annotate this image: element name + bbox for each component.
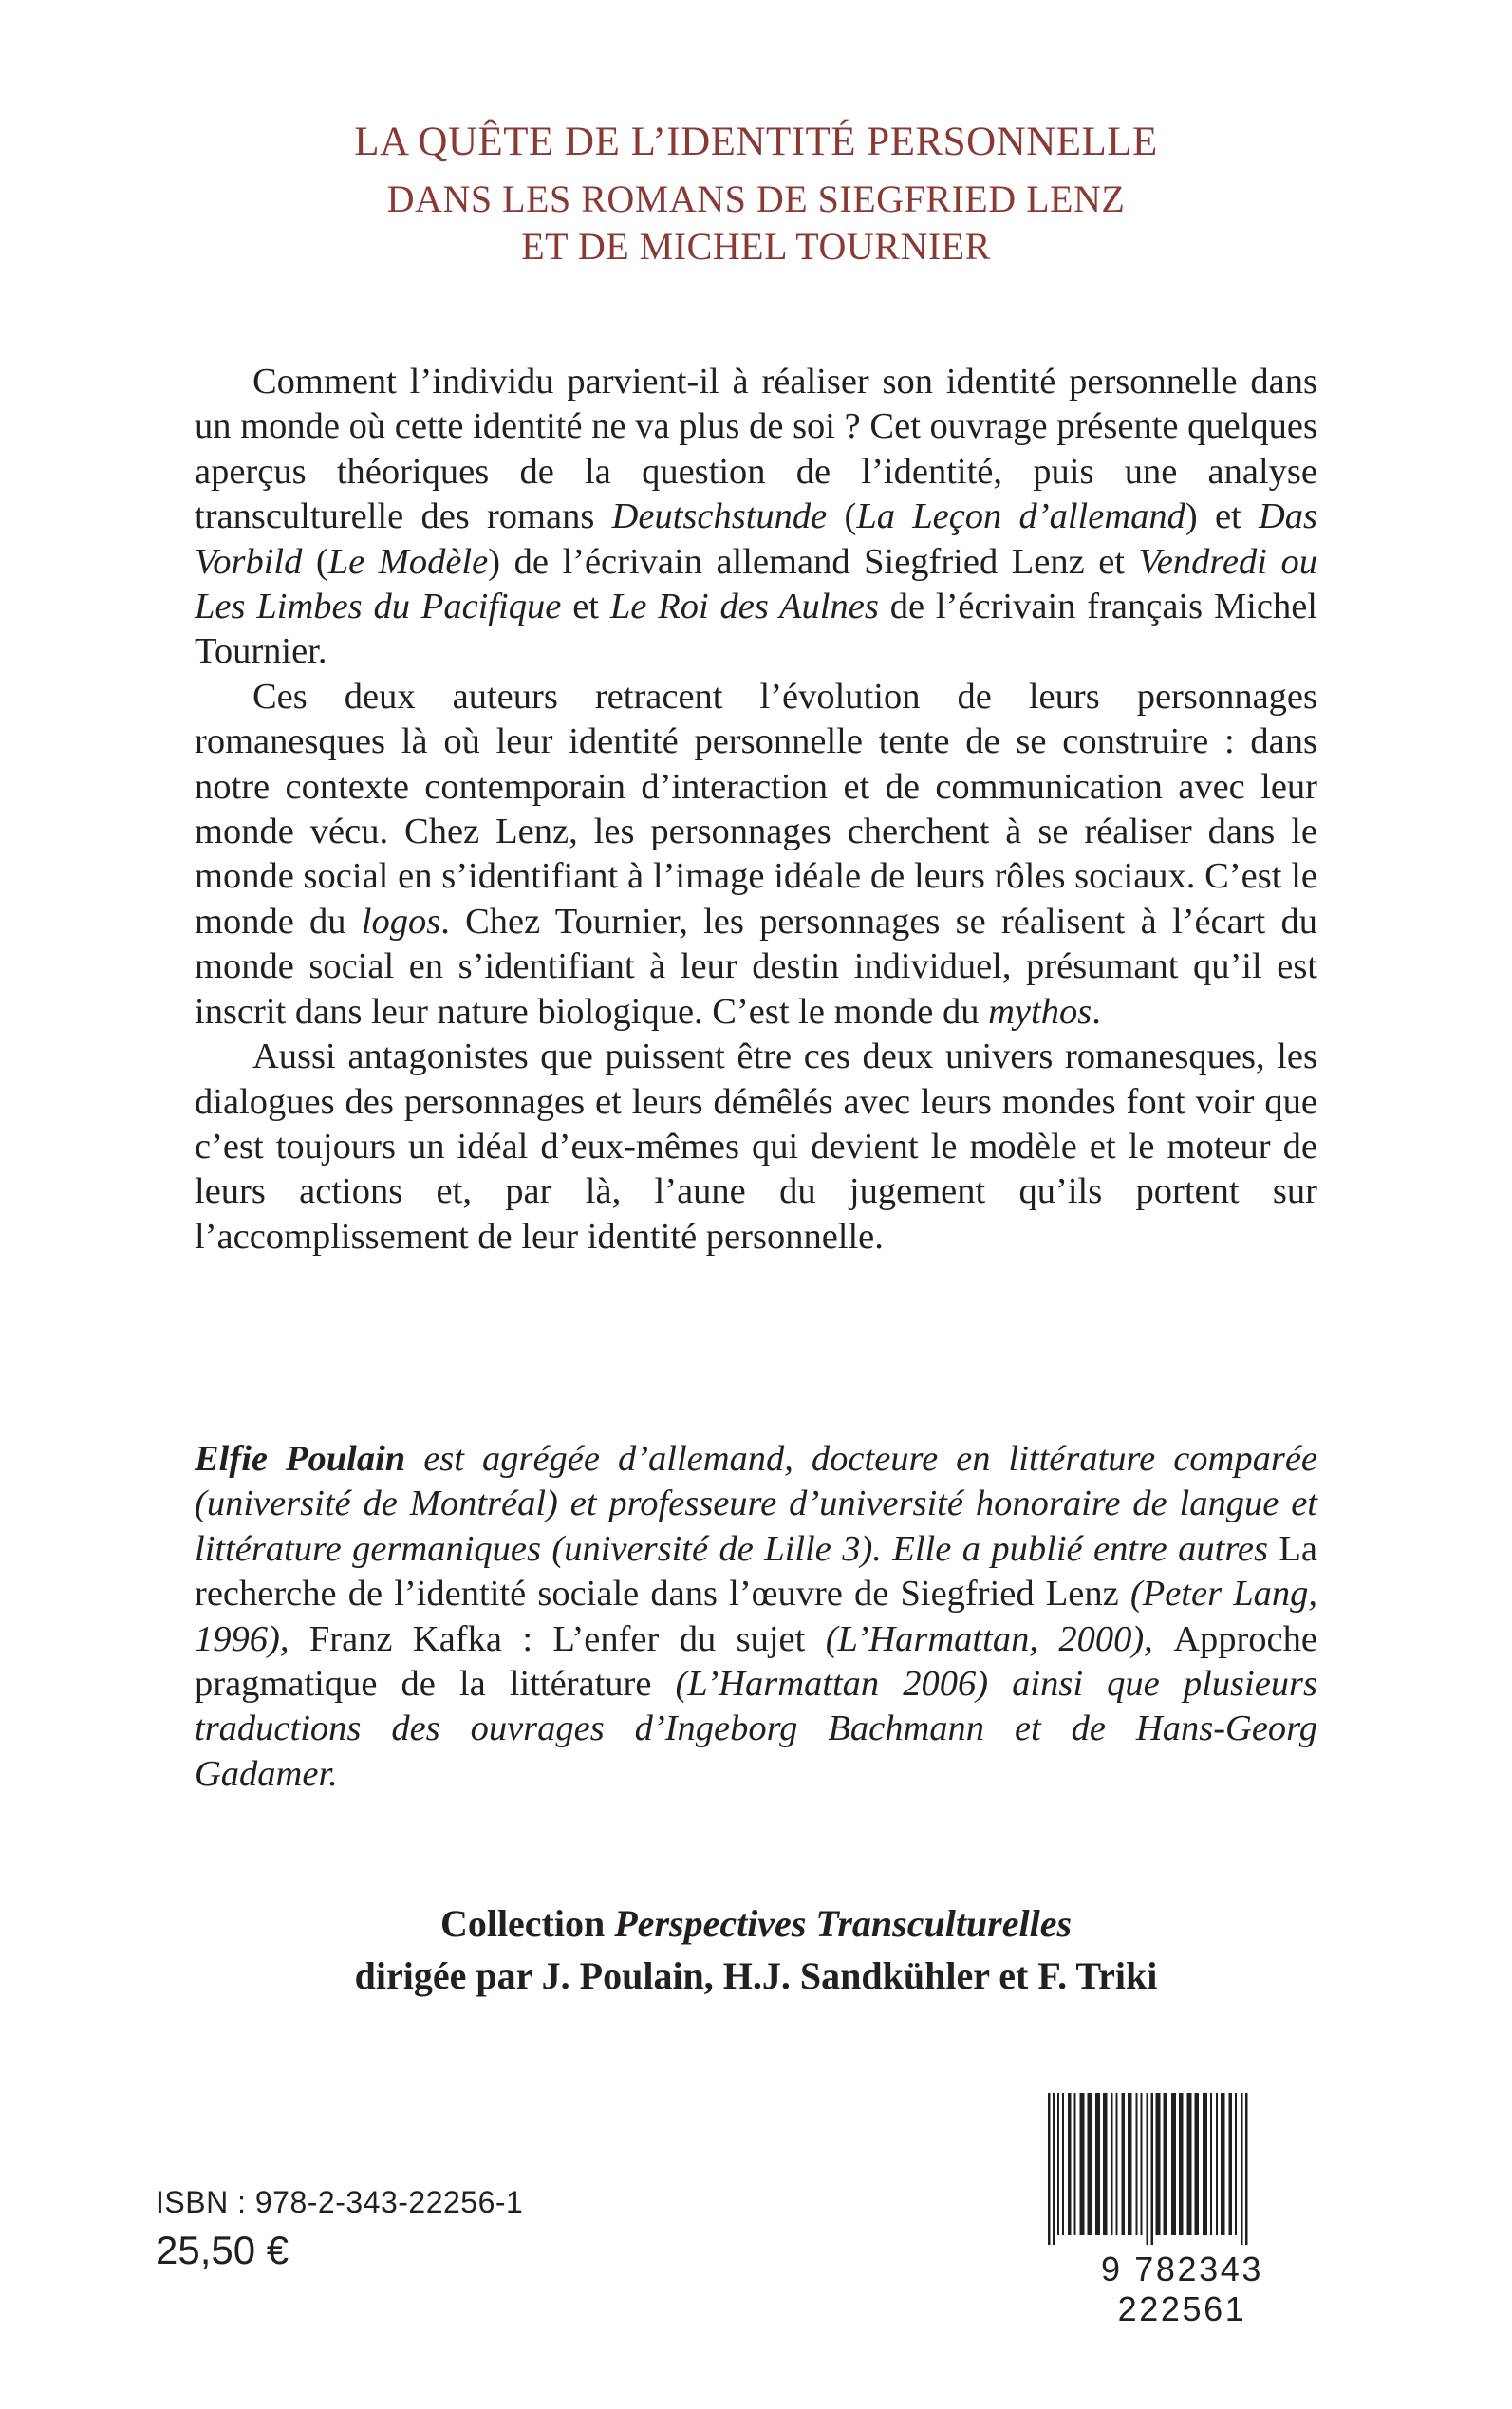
italic-text: Vendredi ou Les Limbes du Pacifique [195,541,1317,627]
text: Aussi antagonistes que puissent être ces deux univers romanesques, les dialogues des personnages et leurs démêlés avec leurs mondes font voir que c’est toujours un idéal d’eux-mêmes qui devient le modèle et le moteur de leurs actions et, par là, l’aune du jugement qu’ils portent sur l’accomplissement de leur identité personnelle. [195,1036,1317,1257]
text: . Chez Tournier, les personnages se réalisent à l’écart du monde social en s’identifiant à leur destin individuel, présumant qu’il est inscrit dans leur nature biologique. C’est le monde du [195,901,1317,1032]
summary-paragraph [195,675,1317,1035]
italic-text: La Leçon d’allemand [856,496,1185,537]
book-subtitle-line1: DANS LES ROMANS DE SIEGFRIED LENZ [386,177,1126,220]
book-title-2: Franz Kafka : L’enfer du sujet [308,1618,806,1659]
collection-name: Perspectives Transculturelles [614,1902,1073,1945]
barcode-bar [1048,2093,1051,2245]
book-title: LA QUÊTE DE L’IDENTITÉ PERSONNELLE [354,120,1158,164]
italic-text: Le Modèle [327,541,489,582]
barcode-bar [1171,2093,1176,2235]
author-bio-paragraph [195,1437,1317,1797]
italic-text: mythos [988,991,1092,1032]
barcode-bar [1088,2093,1092,2235]
book-title-1: La recherche de l’identité sociale dans l’œuvre de Siegfried Lenz [195,1528,1317,1615]
text: Comment l’individu parvient-il à réaliser son identité personnelle dans un monde où cette identité ne va plus de soi ? Cet ouvrage présente quelques aperçus théoriques de la question de l’identité, puis une analyse transculturelle des romans [195,362,1317,537]
barcode-bar [1241,2093,1243,2245]
summary-paragraph [195,360,1317,675]
text: . [1092,991,1101,1032]
barcode-bar [1103,2093,1108,2235]
author-bio [195,1437,1317,1797]
text: ( [827,496,857,537]
barcode-bar [1221,2093,1225,2235]
barcode-digits: 9 782343 222561 [1101,2250,1263,2328]
text: de l’écrivain français Michel Tournier. [195,587,1317,672]
barcode-bar [1195,2093,1200,2235]
text: Ces deux auteurs retracent l’évolution de leurs personnages romanesques là où leur identité personnelle tente de se construire : dans notre contexte contemporain d’interaction et de communication avec leur monde vécu. Chez Lenz, les personnages cherchent à se réaliser dans le monde social en s’identifiant à l’image idéale de leurs rôles sociaux. C’est le monde du [195,676,1317,942]
italic-text: Deutschstunde [611,496,828,537]
barcode-bar [1141,2093,1143,2235]
summary [195,360,1317,1260]
barcode-bar [1151,2093,1154,2245]
text: ) et [1185,496,1259,537]
barcode-bar [1187,2093,1192,2235]
barcode-bar [1235,2093,1237,2235]
barcode-bar [1057,2093,1059,2235]
author-name: Elfie Poulain [195,1439,406,1479]
publisher-3: (L’Harmattan 2006) ainsi que plusieurs traductions des ouvrages d’Ingeborg Bachmann et de Hans-Georg Gadamer. [195,1664,1317,1794]
barcode-bar [1080,2093,1085,2235]
barcode-bar [1074,2093,1076,2235]
barcode-bar [1062,2093,1064,2235]
barcode-bar [1179,2093,1184,2235]
summary-paragraph [195,1035,1317,1260]
text: ) de l’écrivain allemand Siegfried Lenz et [488,541,1139,582]
barcode-bar [1216,2093,1218,2235]
barcode-bar [1095,2093,1100,2235]
barcode-bar [1147,2093,1149,2245]
barcode-bar [1053,2093,1055,2245]
barcode-bar [1164,2093,1168,2235]
barcode-bar [1245,2093,1248,2245]
italic-text: Das Vorbild [195,496,1318,582]
collection-directors: dirigée par J. Poulain, H.J. Sandkühler et F. Triki [354,1954,1158,1997]
publisher-2: (L’Harmattan, 2000), [805,1618,1174,1659]
barcode-bar [1210,2093,1212,2235]
publisher-1: (Peter Lang, 1996), [195,1574,1318,1659]
barcode-bar [1203,2093,1207,2235]
book-subtitle-line2: ET DE MICHEL TOURNIER [521,225,991,268]
collection-line [0,1900,1512,1948]
text: ( [302,541,328,582]
author-bio-text: est agrégée d’allemand, docteure en littérature comparée (université de Montréal) et professeure d’université honoraire de langue et littérature germaniques (université de Lille 3). Elle a publié entre autres [195,1439,1317,1569]
collection-prefix: Collection [439,1902,615,1945]
price: 25,50 € [156,2228,289,2272]
barcode-bar [1068,2093,1072,2235]
barcode-bar [1111,2093,1113,2235]
barcode-bars [1035,2093,1330,2245]
barcode-bar [1229,2093,1233,2235]
italic-text: Le Roi des Aulnes [609,587,879,627]
book-title-3: Approche pragmatique de la littérature [195,1618,1317,1705]
isbn: ISBN : 978-2-343-22256-1 [156,2185,524,2219]
barcode-bar [1136,2093,1138,2235]
barcode-bar [1122,2093,1126,2235]
barcode-bar [1128,2093,1132,2235]
italic-text: logos [361,901,441,942]
text: et [561,587,610,627]
barcode-bar [1156,2093,1161,2235]
barcode-bar [1116,2093,1118,2235]
